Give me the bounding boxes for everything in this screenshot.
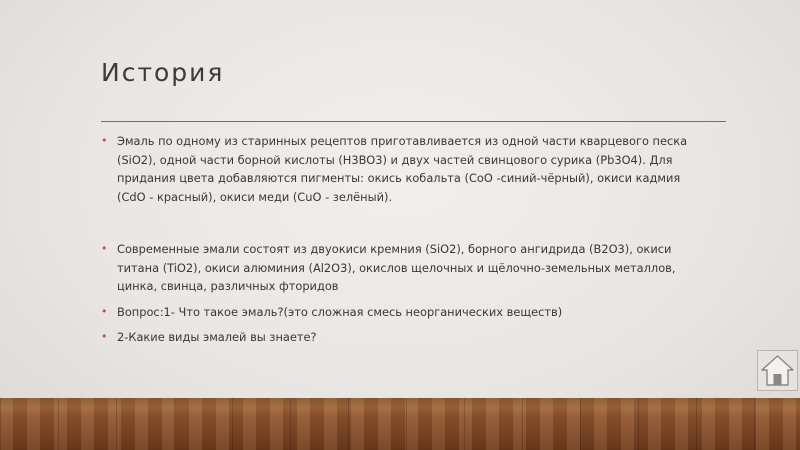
list-item-text: Вопрос:1- Что такое эмаль?(это сложная смесь неорганических веществ) bbox=[117, 304, 563, 319]
list-item-text: Эмаль по одному из старинных рецептов приготавливается из одной части кварцевого песка (SiO2), одной части борной кислоты (H3BO3) и двух частей свинцового сурика (Pb3O4). Для придания цвета добавляются пигменты: окись кобальта (CoO -синий-чёрный), окиси кадмия (CdO - красный), окиси меди (CuO - зелёный). bbox=[117, 134, 688, 204]
bullet-list bbox=[101, 132, 701, 354]
list-item bbox=[101, 132, 701, 206]
bullet-marker: • bbox=[101, 304, 108, 318]
list-item bbox=[101, 303, 701, 322]
slide-title: История bbox=[101, 58, 225, 87]
title-divider bbox=[101, 121, 726, 122]
list-item-text: Современные эмали состоят из двуокиси кремния (SiO2), борного ангидрида (B2O3), окиси титана (TiO2), окиси алюминия (Al2O3), окислов щелочных и щёлочно-земельных металлов, цинка, свинца, различных фторидов bbox=[117, 242, 676, 293]
bullet-marker: • bbox=[101, 134, 108, 147]
bullet-marker: • bbox=[101, 242, 108, 255]
bullet-marker: • bbox=[101, 330, 108, 343]
home-icon bbox=[760, 353, 795, 388]
list-item bbox=[101, 328, 701, 347]
home-button[interactable] bbox=[757, 350, 798, 391]
list-item bbox=[101, 240, 701, 296]
list-item-text: 2-Какие виды эмалей вы знаете? bbox=[117, 330, 317, 344]
floor-shadow bbox=[0, 398, 800, 408]
